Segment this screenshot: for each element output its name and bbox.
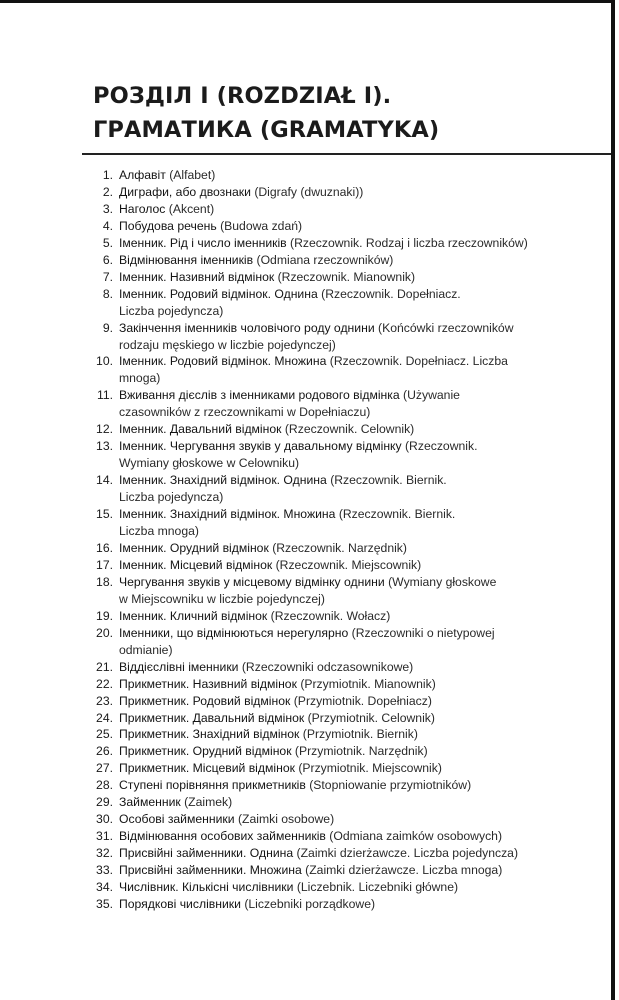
toc-item <box>92 743 607 760</box>
toc-item-number: 21. <box>96 659 113 674</box>
toc-item-text <box>116 540 607 557</box>
toc-item-number: 2. <box>102 184 113 199</box>
toc-item-polish: (Przymiotnik. Dopełniacz) <box>293 693 432 708</box>
toc-item-text <box>116 286 607 320</box>
toc-item <box>92 811 607 828</box>
toc-item-ukrainian: Чергування звуків у місцевому відмінку однини <box>119 574 385 589</box>
toc-item-ukrainian: Іменник. Чергування звуків у давальному відмінку <box>119 439 402 454</box>
toc-item-text <box>116 218 607 235</box>
toc-item-polish: (Rzeczownik. Narzędnik) <box>272 540 407 555</box>
toc-item-ukrainian: Порядкові числівники <box>119 896 241 911</box>
toc-item-text <box>116 726 607 743</box>
toc-item <box>92 862 607 879</box>
toc-item-number: 15. <box>96 507 113 522</box>
toc-item-number: 28. <box>96 778 113 793</box>
toc-item-polish: (Rzeczownik. Miejscownik) <box>275 557 422 572</box>
toc-item-number: 8. <box>102 286 113 301</box>
toc-item-ukrainian: Прикметник. Знахідний відмінок <box>119 727 300 742</box>
toc-item <box>92 777 607 794</box>
toc-item-number: 3. <box>102 201 113 216</box>
toc-item <box>92 201 607 218</box>
toc-item-number: 18. <box>96 574 113 589</box>
toc-item-polish: (Rzeczowniki o nietypowej odmianie) <box>119 625 495 657</box>
toc-item <box>92 710 607 727</box>
toc-item-ukrainian: Побудова речень <box>119 218 217 233</box>
toc-item-ukrainian: Прикметник. Давальний відмінок <box>119 710 305 725</box>
toc-item-ukrainian: Займенник <box>119 795 181 810</box>
toc-item <box>92 760 607 777</box>
toc-item-ukrainian: Іменник. Родовий відмінок. Однина <box>119 286 318 301</box>
toc-item-number: 30. <box>96 812 113 827</box>
toc-item <box>92 845 607 862</box>
toc-item <box>92 353 607 387</box>
section-subtitle: ГРАМАТИКА (GRAMATYKA) <box>93 117 440 143</box>
toc-item-text <box>116 353 607 387</box>
toc-item-number: 5. <box>102 235 113 250</box>
toc-item-polish: (Zaimki osobowe) <box>237 812 335 827</box>
toc-item-text <box>116 862 607 879</box>
toc-item-number: 1. <box>102 168 113 182</box>
toc-item <box>92 184 607 201</box>
toc-item <box>92 540 607 557</box>
toc-item-text <box>116 421 607 438</box>
toc-item-text <box>116 387 607 421</box>
toc-item-polish: (Zaimki dzierżawcze. Liczba mnoga) <box>305 863 503 878</box>
toc-item-polish: (Rzeczownik. Dopełniacz. Liczba mnoga) <box>119 354 508 386</box>
toc-item <box>92 252 607 269</box>
toc-item-ukrainian: Присвійні займенники. Множина <box>119 863 302 878</box>
toc-item-text <box>116 879 607 896</box>
toc-item-polish: (Końcówki rzeczowników rodzaju męskiego w liczbie pojedynczej) <box>119 320 514 352</box>
toc-item-text <box>116 710 607 727</box>
toc-item-text <box>116 574 607 608</box>
toc-item-polish: (Zaimek) <box>184 795 233 810</box>
toc-item-polish: (Rzeczownik. Dopełniacz. Liczba pojedyncza) <box>119 286 461 318</box>
toc-item-polish: (Przymiotnik. Mianownik) <box>300 676 436 691</box>
toc-item-ukrainian: Алфавіт <box>119 168 166 182</box>
toc-item-number: 29. <box>96 795 113 810</box>
toc-item-text <box>116 693 607 710</box>
toc-item-ukrainian: Відмінювання особових займенників <box>119 829 326 844</box>
toc-item-number: 16. <box>96 540 113 555</box>
toc-item <box>92 218 607 235</box>
toc-item <box>92 608 607 625</box>
toc-item-ukrainian: Прикметник. Родовий відмінок <box>119 693 291 708</box>
toc-item-number: 19. <box>96 608 113 623</box>
toc-item-ukrainian: Наголос <box>119 201 166 216</box>
toc-item <box>92 896 607 913</box>
toc-item-ukrainian: Іменник. Місцевий відмінок <box>119 557 273 572</box>
toc-item-ukrainian: Числівник. Кількісні числівники <box>119 880 294 895</box>
table-of-contents <box>92 167 607 913</box>
toc-item-polish: (Wymiany głoskowe w Miejscowniku w liczbie pojedynczej) <box>119 574 497 606</box>
toc-item-ukrainian: Іменник. Давальний відмінок <box>119 422 282 437</box>
toc-item <box>92 828 607 845</box>
toc-item <box>92 625 607 659</box>
toc-item-polish: (Przymiotnik. Celownik) <box>307 710 435 725</box>
toc-item <box>92 167 607 184</box>
toc-item-ukrainian: Відмінювання іменників <box>119 252 254 267</box>
toc-item <box>92 726 607 743</box>
toc-item <box>92 693 607 710</box>
section-heading <box>93 79 439 147</box>
toc-item-number: 26. <box>96 744 113 759</box>
toc-item <box>92 574 607 608</box>
toc-item-ukrainian: Вживання дієслів з іменниками родового відмінка <box>119 388 400 403</box>
toc-item-text <box>116 676 607 693</box>
toc-item-ukrainian: Іменники, що відмінюються нерегулярно <box>119 625 349 640</box>
toc-item-text <box>116 794 607 811</box>
toc-item-text <box>116 557 607 574</box>
toc-item <box>92 506 607 540</box>
toc-item-polish: (Stopniowanie przymiotników) <box>309 778 472 793</box>
toc-item-text <box>116 320 607 354</box>
toc-item <box>92 879 607 896</box>
toc-item-number: 9. <box>102 320 113 335</box>
toc-item <box>92 438 607 472</box>
toc-item-text <box>116 252 607 269</box>
toc-item-text <box>116 760 607 777</box>
toc-item <box>92 472 607 506</box>
toc-item-number: 23. <box>96 693 113 708</box>
toc-item-number: 20. <box>96 625 113 640</box>
toc-item-ukrainian: Іменник. Знахідний відмінок. Множина <box>119 507 336 522</box>
toc-item-number: 17. <box>96 557 113 572</box>
toc-item-text <box>116 828 607 845</box>
toc-item-number: 11. <box>96 388 113 403</box>
toc-item-text <box>116 506 607 540</box>
section-title: РОЗДІЛ I (ROZDZIAŁ I). <box>93 83 392 109</box>
toc-item <box>92 421 607 438</box>
toc-item-polish: (Odmiana rzeczowników) <box>256 252 394 267</box>
toc-item-number: 25. <box>96 727 113 742</box>
toc-item-ukrainian: Іменник. Кличний відмінок <box>119 608 268 623</box>
toc-item-text <box>116 167 607 184</box>
toc-item <box>92 320 607 354</box>
right-rule <box>611 0 615 1000</box>
toc-item-number: 34. <box>96 880 113 895</box>
toc-item-number: 6. <box>102 252 113 267</box>
toc-item-polish: (Akcent) <box>168 201 215 216</box>
toc-item-text <box>116 472 607 506</box>
toc-item-ukrainian: Ступені порівняння прикметників <box>119 778 306 793</box>
toc-item-polish: (Alfabet) <box>169 168 216 182</box>
toc-item-text <box>116 811 607 828</box>
toc-item <box>92 235 607 252</box>
toc-item-number: 10. <box>96 354 113 369</box>
toc-item-number: 27. <box>96 761 113 776</box>
toc-item-text <box>116 625 607 659</box>
top-rule <box>0 0 611 3</box>
toc-item-polish: (Digrafy (dwuznaki)) <box>254 184 364 199</box>
toc-item-ukrainian: Присвійні займенники. Однина <box>119 846 294 861</box>
toc-item-ukrainian: Іменник. Родовий відмінок. Множина <box>119 354 327 369</box>
toc-item-ukrainian: Іменник. Знахідний відмінок. Однина <box>119 473 327 488</box>
toc-item <box>92 286 607 320</box>
toc-item-polish: (Przymiotnik. Miejscownik) <box>298 761 442 776</box>
toc-item-ukrainian: Прикметник. Орудний відмінок <box>119 744 292 759</box>
toc-item-polish: (Rzeczownik. Mianownik) <box>277 269 416 284</box>
toc-item-text <box>116 184 607 201</box>
toc-item-number: 4. <box>102 218 113 233</box>
toc-item-text <box>116 845 607 862</box>
toc-item <box>92 659 607 676</box>
toc-item-polish: (Rzeczownik. Biernik. Liczba pojedyncza) <box>119 473 447 505</box>
toc-item-ukrainian: Особові займенники <box>119 812 235 827</box>
toc-item-ukrainian: Прикметник. Називний відмінок <box>119 676 297 691</box>
toc-item-number: 12. <box>96 422 113 437</box>
toc-item-text <box>116 269 607 286</box>
toc-item-text <box>116 659 607 676</box>
toc-item-number: 24. <box>96 710 113 725</box>
toc-item-polish: (Przymiotnik. Biernik) <box>302 727 418 742</box>
toc-item-polish: (Rzeczownik. Biernik. Liczba mnoga) <box>119 507 456 539</box>
toc-item-polish: (Rzeczowniki odczasownikowe) <box>241 659 414 674</box>
toc-item-ukrainian: Іменник. Рід і число іменників <box>119 235 287 250</box>
toc-item-polish: (Używanie czasowników z rzeczownikami w Dopełniaczu) <box>119 388 460 420</box>
toc-item-number: 32. <box>96 846 113 861</box>
toc-item-polish: (Rzeczownik. Celownik) <box>284 422 415 437</box>
toc-item-polish: (Liczebniki porządkowe) <box>244 896 376 911</box>
toc-item-text <box>116 438 607 472</box>
heading-divider <box>82 153 611 155</box>
toc-item <box>92 387 607 421</box>
toc-item-number: 33. <box>96 863 113 878</box>
toc-item <box>92 269 607 286</box>
toc-item <box>92 676 607 693</box>
toc-item-ukrainian: Прикметник. Місцевий відмінок <box>119 761 295 776</box>
toc-item-ukrainian: Закінчення іменників чоловічого роду однини <box>119 320 375 335</box>
toc-item-polish: (Odmiana zaimków osobowych) <box>329 829 503 844</box>
toc-item-number: 13. <box>96 439 113 454</box>
toc-item-polish: (Rzeczownik. Wołacz) <box>270 608 391 623</box>
toc-item-text <box>116 201 607 218</box>
toc-item <box>92 794 607 811</box>
toc-item-text <box>116 896 607 913</box>
toc-item-text <box>116 608 607 625</box>
toc-item-number: 35. <box>96 896 113 911</box>
toc-item-ukrainian: Іменник. Називний відмінок <box>119 269 275 284</box>
toc-item-polish: (Liczebnik. Liczebniki główne) <box>296 880 459 895</box>
toc-item-ukrainian: Віддієслівні іменники <box>119 659 239 674</box>
toc-item-polish: (Rzeczownik. Rodzaj i liczba rzeczowników) <box>290 235 528 250</box>
toc-item-text <box>116 743 607 760</box>
toc-item-polish: (Zaimki dzierżawcze. Liczba pojedyncza) <box>296 846 519 861</box>
toc-item-number: 14. <box>96 473 113 488</box>
toc-item <box>92 557 607 574</box>
toc-item-polish: (Przymiotnik. Narzędnik) <box>294 744 428 759</box>
toc-item-number: 22. <box>96 676 113 691</box>
toc-item-text <box>116 777 607 794</box>
toc-item-number: 31. <box>96 829 113 844</box>
toc-item-polish: (Rzeczownik. Wymiany głoskowe w Celowniku) <box>119 439 478 471</box>
toc-item-ukrainian: Іменник. Орудний відмінок <box>119 540 269 555</box>
toc-item-polish: (Budowa zdań) <box>220 218 303 233</box>
toc-item-number: 7. <box>102 269 113 284</box>
toc-item-text <box>116 235 607 252</box>
toc-item-ukrainian: Диграфи, або двознаки <box>119 184 251 199</box>
